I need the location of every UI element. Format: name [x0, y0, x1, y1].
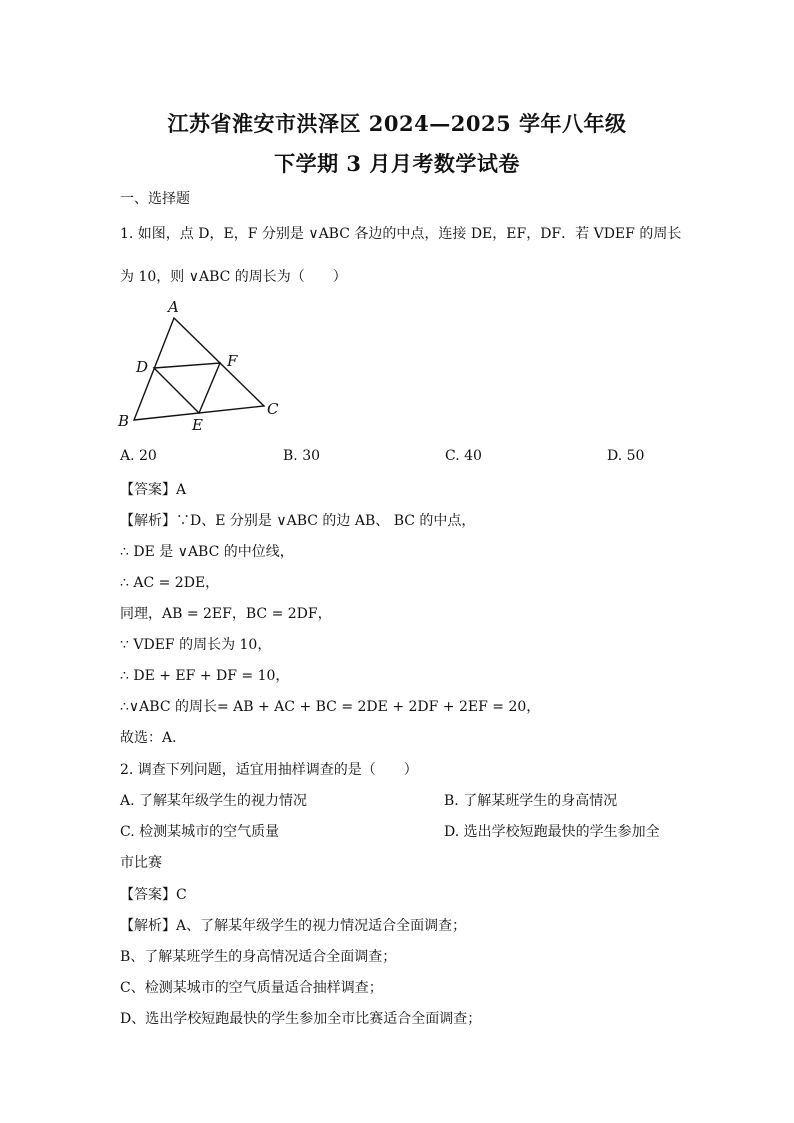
q2-option-d: D. 选出学校短跑最快的学生参加全 [444, 824, 660, 840]
q2-answer: 【答案】C [120, 887, 187, 903]
q1-analysis-6: ∴ DE + EF + DF = 10， [120, 668, 290, 684]
label-E: E [192, 416, 203, 434]
q1-analysis-2: ∴ DE 是 ∨ABC 的中位线， [120, 544, 294, 560]
q2-option-c: C. 检测某城市的空气质量 [120, 824, 280, 840]
q1-analysis-4: 同理，AB = 2EF，BC = 2DF， [120, 606, 332, 622]
triangle-abc [134, 318, 264, 420]
q1-stem-line2: 为 10，则 ∨ABC 的周长为（ ） [120, 269, 347, 285]
q1-answer: 【答案】A [120, 482, 187, 498]
q1-analysis-8: 故选：A． [120, 730, 187, 746]
q1-option-d: D. 50 [607, 448, 645, 464]
q1-analysis-7: ∴∨ABC 的周长= AB + AC + BC = 2DE + 2DF + 2EF = 20， [120, 699, 541, 715]
q1-analysis-3: ∴ AC = 2DE， [120, 575, 220, 591]
label-D: D [136, 358, 149, 376]
doc-title-line1: 江苏省淮安市洪泽区 2024—2025 学年八年级 [167, 111, 627, 136]
q2-analysis-1: 【解析】A、了解某年级学生的视力情况适合全面调查； [120, 918, 467, 934]
section-heading: 一、选择题 [120, 191, 190, 207]
q1-analysis-1: 【解析】∵D、E 分别是 ∨ABC 的边 AB、 BC 的中点， [120, 513, 476, 529]
q2-analysis-3: C、检测某城市的空气质量适合抽样调查； [120, 980, 383, 996]
q2-analysis-2: B、了解某班学生的身高情况适合全面调查； [120, 949, 397, 965]
q1-analysis-5: ∵ VDEF 的周长为 10， [120, 637, 272, 653]
q2-analysis-4: D、选出学校短跑最快的学生参加全市比赛适合全面调查； [120, 1011, 482, 1027]
q1-stem-line1: 1. 如图，点 D，E，F 分别是 ∨ABC 各边的中点，连接 DE，EF，DF．若 VDEF 的周长 [120, 226, 682, 242]
q1-triangle-figure [112, 296, 292, 436]
q2-option-d-cont: 市比赛 [120, 855, 162, 871]
q2-option-b: B. 了解某班学生的身高情况 [444, 793, 618, 809]
q1-option-a: A. 20 [120, 448, 157, 464]
q1-option-c: C. 40 [445, 448, 482, 464]
label-B: B [118, 412, 130, 430]
triangle-def [154, 363, 220, 413]
label-A: A [168, 298, 179, 316]
q2-stem: 2. 调查下列问题，适宜用抽样调查的是（ ） [120, 762, 418, 778]
doc-title-line2: 下学期 3 月月考数学试卷 [274, 151, 520, 176]
label-F: F [227, 352, 238, 370]
q1-option-b: B. 30 [283, 448, 321, 464]
q2-option-a: A. 了解某年级学生的视力情况 [120, 793, 308, 809]
label-C: C [267, 400, 279, 418]
